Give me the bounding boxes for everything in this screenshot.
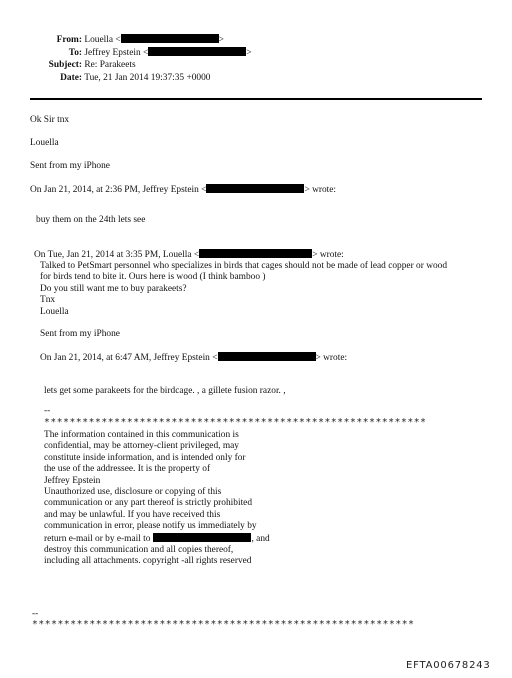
quote-header-1-start: On Jan 21, 2014, at 2:36 PM, Jeffrey Epstein < [30, 185, 207, 195]
quote3-body: lets get some parakeets for the birdcage. , a gillete fusion razor. , [44, 386, 286, 396]
disclaimer-line: communication in error, please notify us immediately by [44, 521, 257, 532]
redaction-bar [148, 47, 246, 56]
subject-value: Re: Parakeets [84, 60, 136, 70]
quote-header-1 [30, 184, 336, 196]
disclaimer-line: destroy this communication and all copies thereof, [44, 545, 234, 556]
quote3-sig-dashes: -- [44, 406, 51, 416]
disclaimer-line: the use of the addressee. It is the property of [44, 464, 211, 475]
disclaimer-line: communication or any part thereof is strictly prohibited [44, 498, 253, 509]
footer-sig-dashes: -- [32, 609, 39, 619]
reply-sent-from: Sent from my iPhone [30, 161, 110, 171]
quote-header-3-end: > wrote: [315, 353, 348, 363]
disclaimer-line: and may be unlawful. If you have received this [44, 509, 221, 520]
quote-header-1-end: > wrote: [304, 185, 337, 195]
from-label: From: [56, 35, 82, 45]
quote2-line: for birds tend to bite it. Ours here is wood (I think bamboo ) [40, 272, 266, 283]
from-value: Louella < [84, 35, 121, 45]
reply-signature: Louella [30, 138, 59, 148]
date-value: Tue, 21 Jan 2014 19:37:35 +0000 [84, 73, 211, 83]
quote2-line: Tnx [40, 295, 56, 306]
reply-line: Ok Sir tnx [30, 115, 70, 125]
to-value: Jeffrey Epstein < [84, 48, 149, 58]
header-date-row [38, 73, 211, 84]
quote-header-3 [40, 352, 347, 364]
to-close: > [246, 48, 252, 58]
disclaimer-line: confidential, may be attorney-client privileged, may [44, 441, 239, 452]
footer-stars: ************************************************************ [32, 619, 415, 630]
disclaimer-line: Jeffrey Epstein [44, 475, 101, 486]
quote2-line: Talked to PetSmart personnel who specializes in birds that cages should not be made of lead copper or wood [40, 261, 448, 271]
redaction-bar [121, 34, 219, 43]
header-to-row [38, 47, 252, 59]
quote2-body [40, 261, 447, 318]
disclaimer-line: including all attachments. copyright -all rights reserved [44, 556, 252, 567]
subject-label: Subject: [48, 60, 82, 70]
quote2-sent-from: Sent from my iPhone [40, 329, 120, 339]
from-close: > [218, 35, 224, 45]
to-label: To: [68, 48, 82, 58]
quote3-stars: ************************************************************ [44, 417, 427, 428]
quote-header-2-start: On Tue, Jan 21, 2014 at 3:35 PM, Louella < [34, 250, 200, 260]
disclaimer-email-end: , and [251, 533, 270, 544]
redaction-bar [199, 249, 312, 258]
header-divider [30, 98, 482, 100]
disclaimer [44, 430, 270, 568]
disclaimer-email-start: return e-mail or by e-mail to [44, 533, 151, 544]
disclaimer-email-line [44, 533, 270, 545]
header-subject-row [38, 60, 136, 71]
header-from-row [38, 34, 224, 46]
quote-header-3-start: On Jan 21, 2014, at 6:47 AM, Jeffrey Epstein < [40, 353, 218, 363]
redaction-bar [206, 184, 304, 193]
redaction-bar [153, 533, 251, 542]
quote-header-2 [34, 249, 344, 261]
disclaimer-line: Unauthorized use, disclosure or copying of this [44, 487, 222, 498]
quote2-line: Louella [40, 306, 69, 317]
disclaimer-line: The information contained in this communication is [44, 430, 239, 440]
disclaimer-line: constitute inside information, and is intended only for [44, 452, 246, 463]
redaction-bar [218, 352, 316, 361]
quote2-line: Do you still want me to buy parakeets? [40, 283, 187, 294]
bates-number: EFTA00678243 [406, 660, 491, 671]
quote1-body: buy them on the 24th lets see [36, 215, 146, 225]
quote-header-2-end: > wrote: [312, 250, 344, 260]
date-label: Date: [60, 73, 82, 83]
